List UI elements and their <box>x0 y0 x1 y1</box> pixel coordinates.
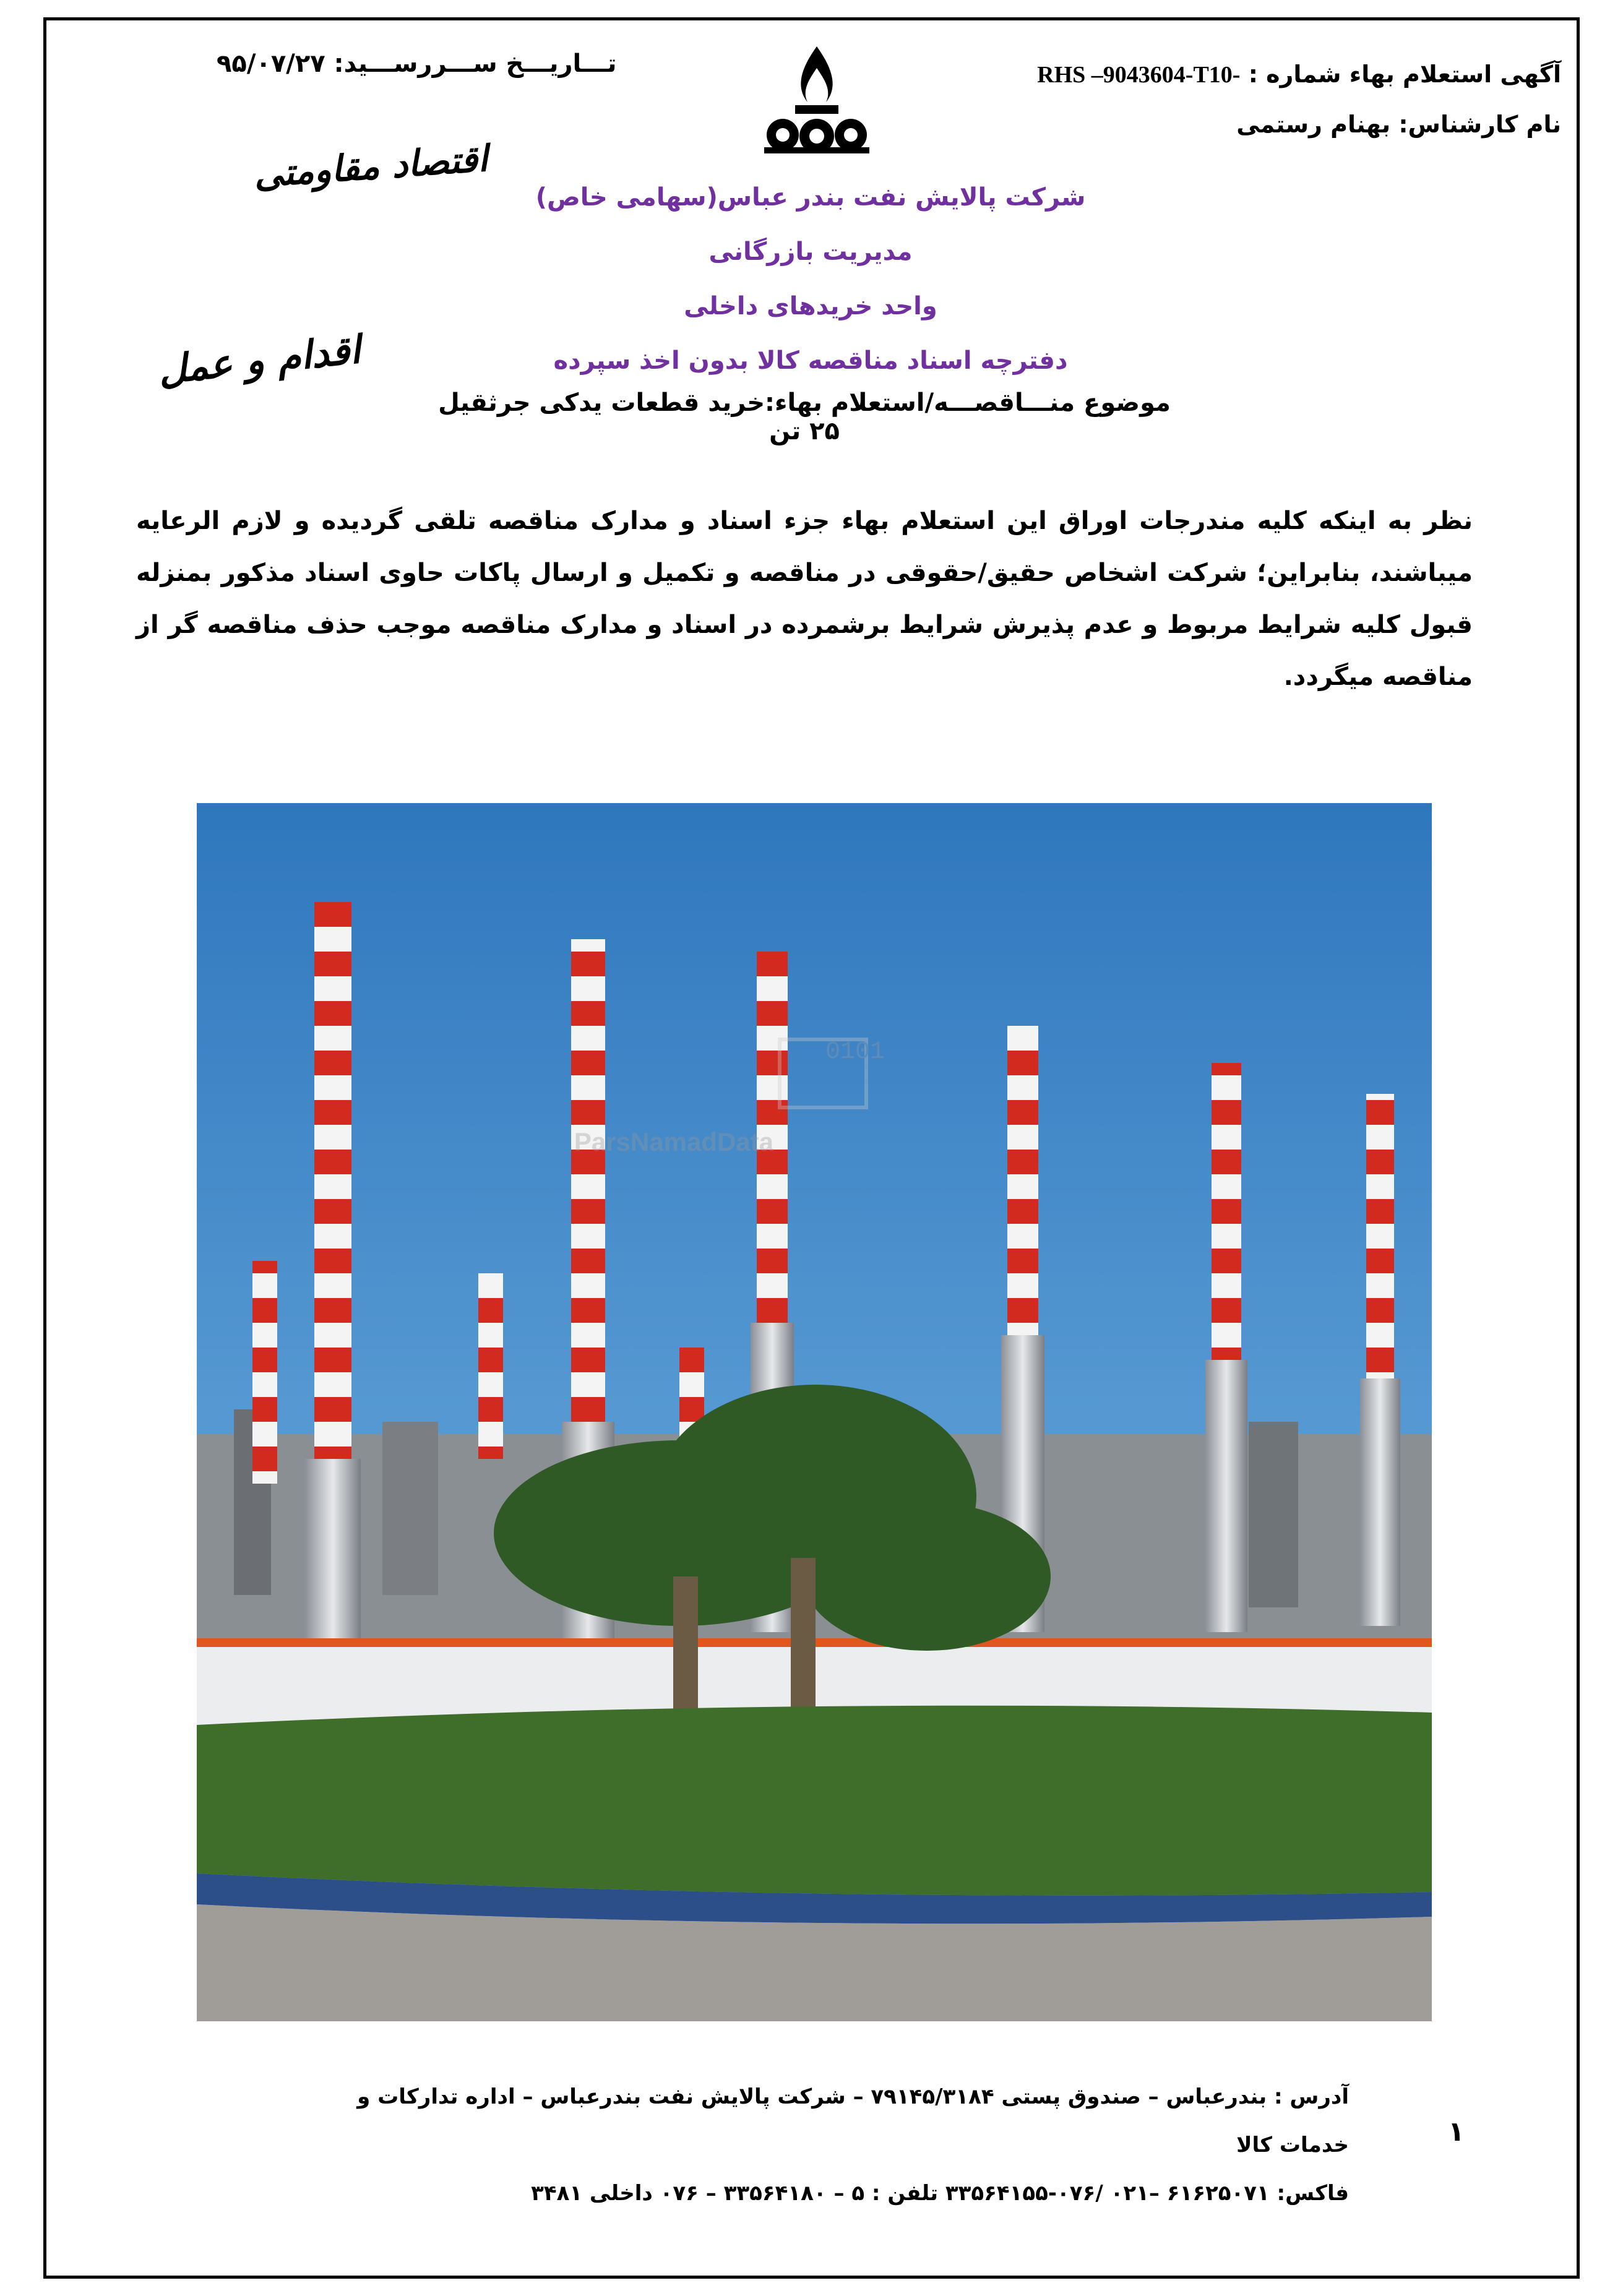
announcement-code: RHS –9043604-T10- <box>1037 62 1241 88</box>
parsnamad-watermark <box>574 1015 1021 1250</box>
announcement-line <box>1037 49 1561 100</box>
watermark-brand: ParsNamadData <box>574 1127 773 1156</box>
unit-title: واحد خریدهای داخلی <box>684 292 937 320</box>
footer-contact: فاکس: ۶۱۶۲۵۰۷۱ –۰۲۱ /۰۷۶-۳۳۵۶۴۱۵۵ تلفن : ۵ – ۳۳۵۶۴۱۸۰ – ۰۷۶ داخلی ۳۴۸۱ <box>531 2181 1349 2206</box>
company-title: شرکت پالایش نفت بندر عباس(سهامی خاص) <box>535 183 1086 212</box>
footer-address: آدرس : بندرعباس – صندوق پستی ۷۹۱۴۵/۳۱۸۴ – شرکت پالایش نفت بندرعباس – اداره تدارکات و خدمات کالا <box>357 2084 1349 2157</box>
slogan-economy: اقتصاد مقاومتی <box>252 137 489 196</box>
watermark-digits: 0101 <box>825 1038 885 1066</box>
booklet-title: دفترچه اسناد مناقصه کالا بدون اخذ سپرده <box>553 346 1068 375</box>
announcement-label: آگهی استعلام بهاء شماره : <box>1248 61 1561 88</box>
management-title: مدیریت بازرگانی <box>708 238 913 266</box>
refinery-photo <box>197 803 1432 2021</box>
nioc-flame-logo-icon <box>752 43 882 161</box>
header-right <box>1037 49 1561 149</box>
expert-name: نام کارشناس: بهنام رستمی <box>1236 111 1561 138</box>
title-block <box>495 170 1126 388</box>
deadline-date: تـــاریـــخ ســـررســـید: ۹۵/۰۷/۲۷ <box>217 49 617 78</box>
intro-paragraph: نظر به اینکه کلیه مندرجات اوراق این استعلام بهاء جزء اسناد و مدارک مناقصه تلقی گردیده و لازم الرعایه میباشند، بنابراین؛ شرکت اشخاص حقیق/حقوقی در مناقصه و تکمیل و ارسال پاکات حاوی اسناد مذکور بمنزله قبول کلیه شرایط مربوط و عدم پذیرش شرایط برشمرده در اسناد و مدارک مناقصه موجب حذف مناقصه گر از مناقصه میگردد. <box>136 507 1473 691</box>
page-number: ۱ <box>1448 2116 1465 2148</box>
tender-subject: موضوع منـــاقصـــه/استعلام بهاء:خرید قطعات یدکی جرثقیل ۲۵ تن <box>438 389 1171 445</box>
footer <box>334 2073 1349 2217</box>
slogan-action: اقدام و عمل <box>156 327 363 393</box>
